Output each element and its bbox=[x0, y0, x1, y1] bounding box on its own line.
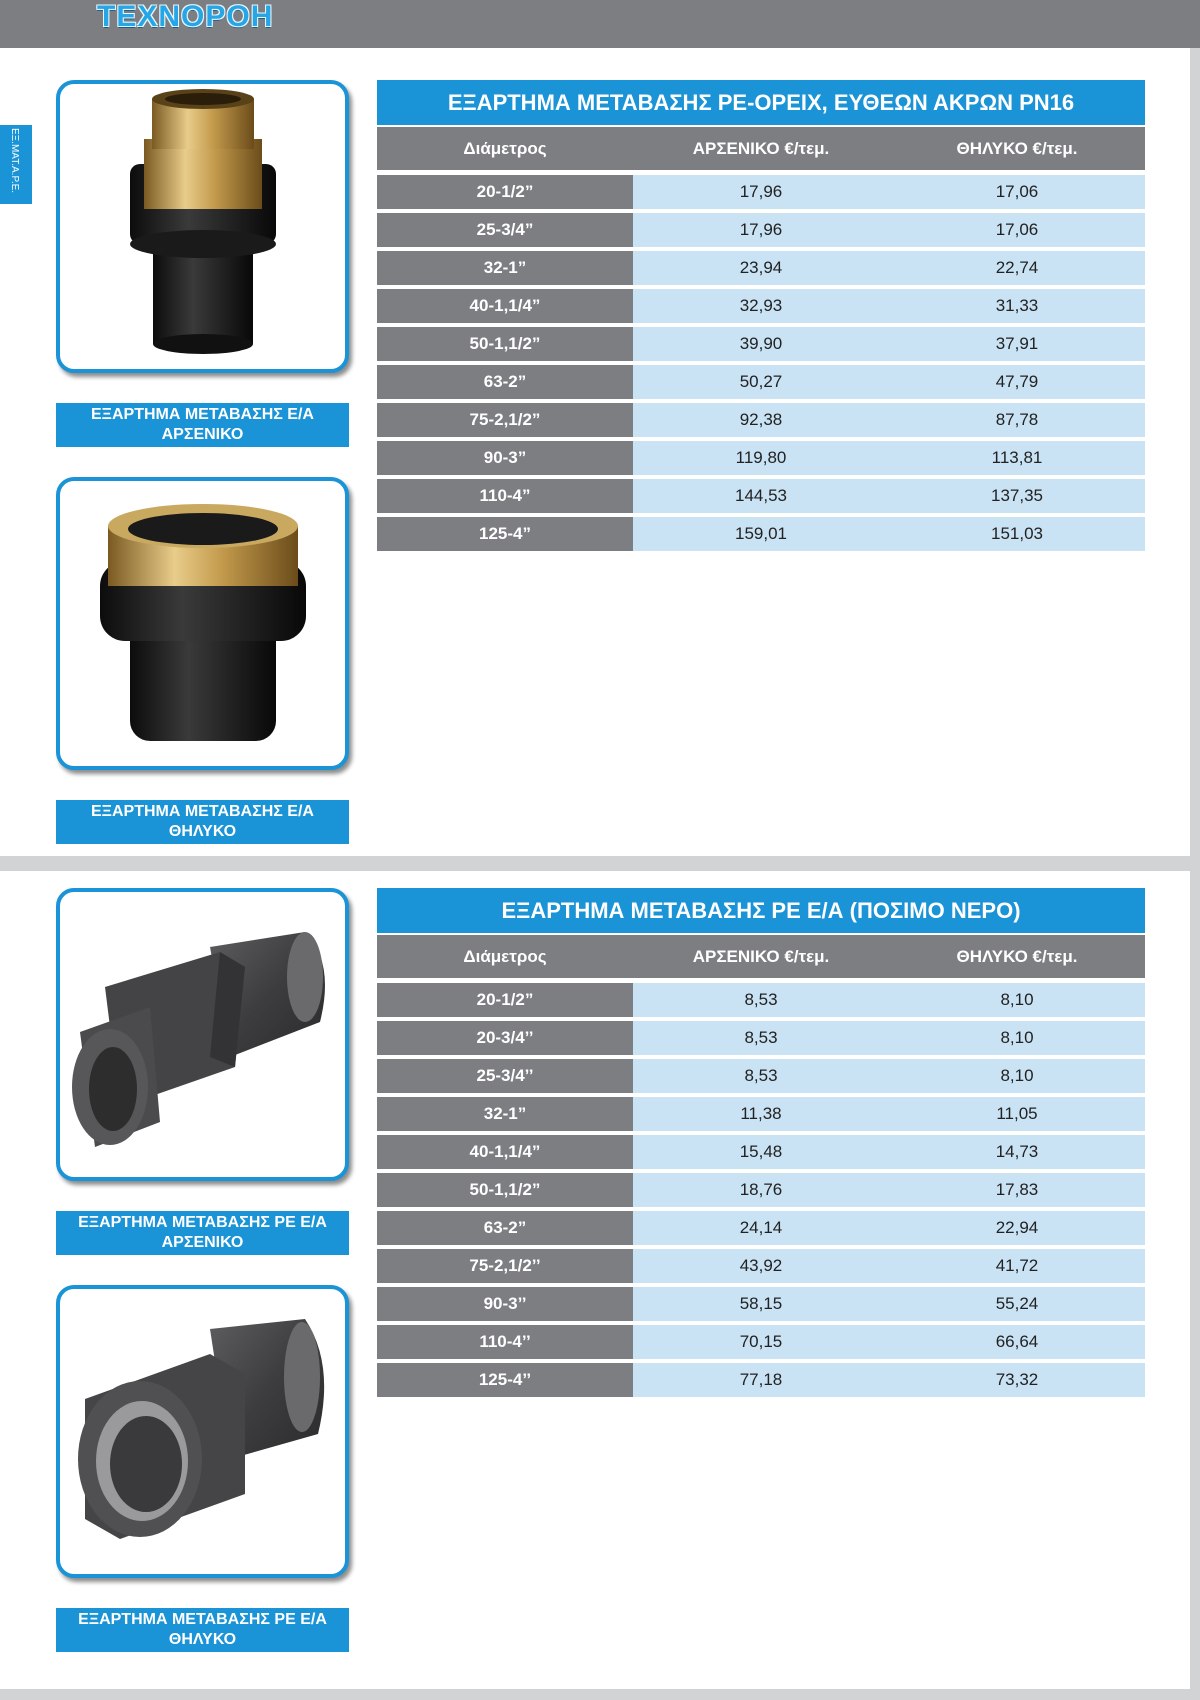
male-price-cell: 32,93 bbox=[633, 289, 889, 323]
product-photo-brass-female bbox=[56, 477, 349, 770]
table-row bbox=[377, 1363, 1145, 1401]
female-price-cell: 22,94 bbox=[889, 1211, 1145, 1245]
male-price-cell: 15,48 bbox=[633, 1135, 889, 1169]
female-price-cell: 137,35 bbox=[889, 479, 1145, 513]
brand-logo: ΤΕΧΝΟΡΟΗ bbox=[97, 0, 274, 33]
female-price-cell: 14,73 bbox=[889, 1135, 1145, 1169]
male-price-cell: 70,15 bbox=[633, 1325, 889, 1359]
table-row bbox=[377, 1249, 1145, 1287]
diameter-cell: 110-4” bbox=[377, 479, 633, 513]
female-price-cell: 37,91 bbox=[889, 327, 1145, 361]
table-row bbox=[377, 1211, 1145, 1249]
product-photo-pe-male bbox=[56, 888, 349, 1181]
diameter-cell: 40-1,1/4” bbox=[377, 1135, 633, 1169]
caption-line-2: ΘΗΛΥΚΟ bbox=[168, 823, 237, 840]
caption-line-1: ΕΞΑΡΤΗΜΑ ΜΕΤΑΒΑΣΗΣ ΡΕ Ε/Α bbox=[78, 1611, 327, 1628]
female-price-cell: 22,74 bbox=[889, 251, 1145, 285]
header-diameter: Διάμετρος bbox=[463, 139, 547, 158]
diameter-cell: 63-2” bbox=[377, 365, 633, 399]
male-price-cell: 17,96 bbox=[633, 175, 889, 209]
caption-line-2: ΑΡΣΕΝΙΚΟ bbox=[161, 1234, 244, 1251]
table-body bbox=[377, 983, 1145, 1401]
male-price-cell: 77,18 bbox=[633, 1363, 889, 1397]
male-price-cell: 119,80 bbox=[633, 441, 889, 475]
male-price-cell: 17,96 bbox=[633, 213, 889, 247]
diameter-cell: 90-3” bbox=[377, 441, 633, 475]
female-price-cell: 8,10 bbox=[889, 1059, 1145, 1093]
female-price-cell: 17,83 bbox=[889, 1173, 1145, 1207]
table-row bbox=[377, 213, 1145, 251]
male-price-cell: 92,38 bbox=[633, 403, 889, 437]
diameter-cell: 25-3/4” bbox=[377, 213, 633, 247]
male-price-cell: 159,01 bbox=[633, 517, 889, 551]
male-price-cell: 50,27 bbox=[633, 365, 889, 399]
diameter-cell: 25-3/4’’ bbox=[377, 1059, 633, 1093]
table-row bbox=[377, 289, 1145, 327]
brass-male-adapter-icon bbox=[60, 84, 345, 369]
caption-line-2: ΑΡΣΕΝΙΚΟ bbox=[161, 426, 244, 443]
male-price-cell: 58,15 bbox=[633, 1287, 889, 1321]
pe-male-adapter-icon bbox=[60, 892, 345, 1177]
table-row bbox=[377, 175, 1145, 213]
male-price-cell: 144,53 bbox=[633, 479, 889, 513]
female-price-cell: 66,64 bbox=[889, 1325, 1145, 1359]
table-row bbox=[377, 403, 1145, 441]
table-row bbox=[377, 983, 1145, 1021]
table-row bbox=[377, 1287, 1145, 1325]
male-price-cell: 23,94 bbox=[633, 251, 889, 285]
diameter-cell: 75-2,1/2” bbox=[377, 403, 633, 437]
price-table-pe bbox=[377, 888, 1145, 1401]
female-price-cell: 8,10 bbox=[889, 983, 1145, 1017]
side-tab bbox=[0, 125, 32, 204]
bottom-page-border bbox=[0, 1689, 1200, 1700]
diameter-cell: 125-4’’ bbox=[377, 1363, 633, 1397]
caption-brass-male bbox=[56, 403, 349, 447]
caption-line-1: ΕΞΑΡΤΗΜΑ ΜΕΤΑΒΑΣΗΣ Ε/Α bbox=[91, 406, 314, 423]
male-price-cell: 8,53 bbox=[633, 1021, 889, 1055]
female-price-cell: 73,32 bbox=[889, 1363, 1145, 1397]
table-header-row bbox=[377, 935, 1145, 983]
diameter-cell: 63-2” bbox=[377, 1211, 633, 1245]
table-row bbox=[377, 365, 1145, 403]
caption-brass-female bbox=[56, 800, 349, 844]
caption-line-1: ΕΞΑΡΤΗΜΑ ΜΕΤΑΒΑΣΗΣ Ε/Α bbox=[91, 803, 314, 820]
female-price-cell: 8,10 bbox=[889, 1021, 1145, 1055]
female-price-cell: 47,79 bbox=[889, 365, 1145, 399]
diameter-cell: 110-4’’ bbox=[377, 1325, 633, 1359]
table-row bbox=[377, 1097, 1145, 1135]
caption-pe-female bbox=[56, 1608, 349, 1652]
female-price-cell: 151,03 bbox=[889, 517, 1145, 551]
header-male-price: ΑΡΣΕΝΙΚΟ €/τεμ. bbox=[692, 947, 830, 966]
side-tab-label: ΕΞ.ΜΑΤ.Α.Ρ.Ε. bbox=[9, 128, 20, 194]
header-diameter: Διάμετρος bbox=[463, 947, 547, 966]
female-price-cell: 113,81 bbox=[889, 441, 1145, 475]
male-price-cell: 43,92 bbox=[633, 1249, 889, 1283]
diameter-cell: 90-3’’ bbox=[377, 1287, 633, 1321]
table-row bbox=[377, 1059, 1145, 1097]
table-header-row bbox=[377, 127, 1145, 175]
male-price-cell: 39,90 bbox=[633, 327, 889, 361]
male-price-cell: 24,14 bbox=[633, 1211, 889, 1245]
pe-female-adapter-icon bbox=[60, 1289, 345, 1574]
diameter-cell: 20-3/4’’ bbox=[377, 1021, 633, 1055]
table-row bbox=[377, 517, 1145, 555]
table-row bbox=[377, 1135, 1145, 1173]
table-body bbox=[377, 175, 1145, 555]
table-row bbox=[377, 1325, 1145, 1363]
female-price-cell: 87,78 bbox=[889, 403, 1145, 437]
table-row bbox=[377, 327, 1145, 365]
diameter-cell: 32-1” bbox=[377, 1097, 633, 1131]
table-row bbox=[377, 1021, 1145, 1059]
diameter-cell: 75-2,1/2’’ bbox=[377, 1249, 633, 1283]
header-female-price: ΘΗΛΥΚΟ €/τεμ. bbox=[956, 947, 1078, 966]
caption-line-2: ΘΗΛΥΚΟ bbox=[168, 1631, 237, 1648]
section-divider bbox=[0, 856, 1190, 871]
table-title: ΕΞΑΡΤΗΜΑ ΜΕΤΑΒΑΣΗΣ ΡΕ-ΟΡΕΙΧ, ΕΥΘΕΩΝ ΑΚΡΩΝ ΡΝ16 bbox=[377, 80, 1145, 127]
diameter-cell: 40-1,1/4” bbox=[377, 289, 633, 323]
product-photo-pe-female bbox=[56, 1285, 349, 1578]
diameter-cell: 50-1,1/2” bbox=[377, 1173, 633, 1207]
header-male-price: ΑΡΣΕΝΙΚΟ €/τεμ. bbox=[692, 139, 830, 158]
male-price-cell: 8,53 bbox=[633, 983, 889, 1017]
diameter-cell: 20-1/2” bbox=[377, 175, 633, 209]
table-row bbox=[377, 479, 1145, 517]
right-page-border bbox=[1190, 48, 1200, 1700]
male-price-cell: 11,38 bbox=[633, 1097, 889, 1131]
diameter-cell: 20-1/2” bbox=[377, 983, 633, 1017]
product-photo-brass-male bbox=[56, 80, 349, 373]
caption-pe-male bbox=[56, 1211, 349, 1255]
female-price-cell: 17,06 bbox=[889, 175, 1145, 209]
diameter-cell: 125-4” bbox=[377, 517, 633, 551]
female-price-cell: 55,24 bbox=[889, 1287, 1145, 1321]
brass-female-adapter-icon bbox=[60, 481, 345, 766]
diameter-cell: 50-1,1/2” bbox=[377, 327, 633, 361]
table-title: ΕΞΑΡΤΗΜΑ ΜΕΤΑΒΑΣΗΣ ΡΕ Ε/Α (ΠΟΣΙΜΟ ΝΕΡΟ) bbox=[377, 888, 1145, 935]
caption-line-1: ΕΞΑΡΤΗΜΑ ΜΕΤΑΒΑΣΗΣ ΡΕ Ε/Α bbox=[78, 1214, 327, 1231]
table-row bbox=[377, 251, 1145, 289]
female-price-cell: 17,06 bbox=[889, 213, 1145, 247]
female-price-cell: 31,33 bbox=[889, 289, 1145, 323]
table-row bbox=[377, 441, 1145, 479]
male-price-cell: 8,53 bbox=[633, 1059, 889, 1093]
diameter-cell: 32-1” bbox=[377, 251, 633, 285]
table-row bbox=[377, 1173, 1145, 1211]
price-table-brass bbox=[377, 80, 1145, 555]
header-female-price: ΘΗΛΥΚΟ €/τεμ. bbox=[956, 139, 1078, 158]
male-price-cell: 18,76 bbox=[633, 1173, 889, 1207]
female-price-cell: 11,05 bbox=[889, 1097, 1145, 1131]
female-price-cell: 41,72 bbox=[889, 1249, 1145, 1283]
